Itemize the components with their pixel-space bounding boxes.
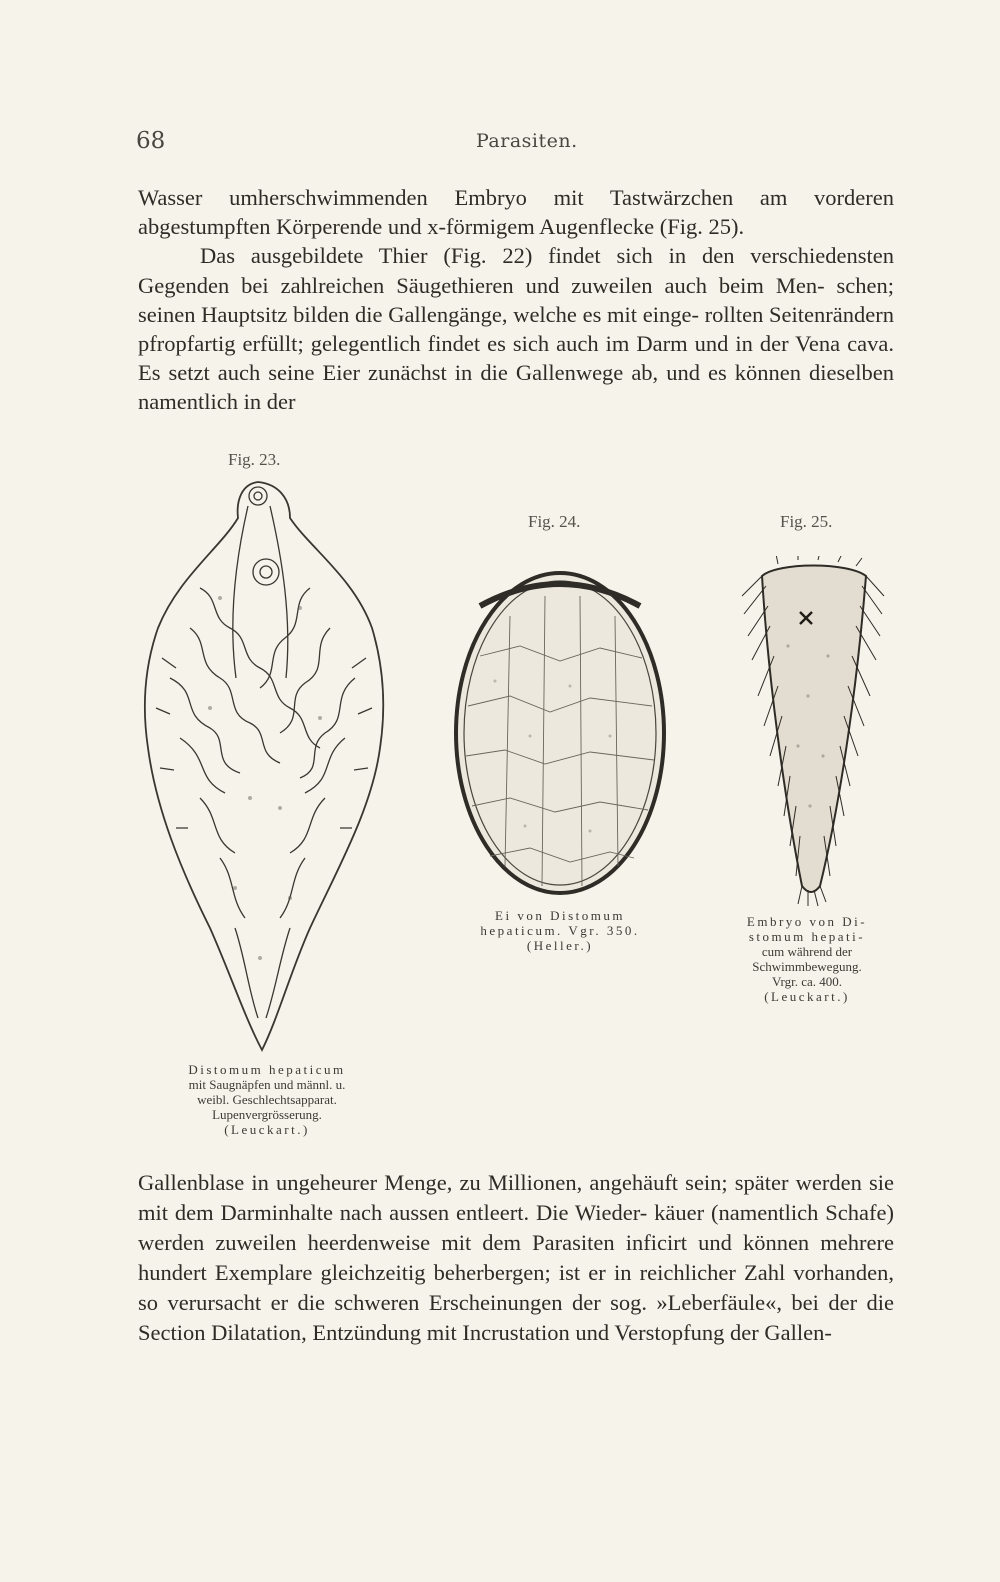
caption-line: Distomum hepaticum — [188, 1062, 346, 1077]
text-line: Gegenden bei zahlreichen Säugethieren und zuweilen auch beim Men- — [138, 272, 837, 298]
fig23-liver-fluke-illustration — [140, 478, 390, 1056]
caption-line: (Leuckart.) — [764, 989, 850, 1004]
text-line: Das ausgebildete Thier (Fig. 22) findet sich in den verschiedensten — [200, 243, 894, 269]
fig24-label: Fig. 24. — [528, 512, 581, 531]
caption-line: cum während der — [761, 944, 853, 959]
caption-line: (Leuckart.) — [224, 1122, 310, 1137]
caption-line: (Heller.) — [526, 938, 594, 953]
page-number: 68 — [136, 128, 166, 154]
caption-line: weibl. Geschlechtsapparat. — [197, 1092, 337, 1107]
fig24-caption — [440, 908, 680, 953]
caption-line: Lupenvergrösserung. — [212, 1107, 322, 1122]
paragraph — [138, 241, 894, 416]
fig23-label: Fig. 23. — [228, 450, 281, 469]
text-line: beherbergen; ist er in reichlicher Zahl vorhanden, so verursacht er die — [138, 1260, 894, 1315]
text-line: käuer (namentlich Schafe) werden zuweilen heerdenweise mit dem — [138, 1200, 894, 1255]
fig25-caption — [704, 914, 910, 1004]
caption-line: Vrgr. ca. 400. — [771, 974, 843, 989]
fig23-caption — [132, 1062, 402, 1137]
text-line: werden sie mit dem Darminhalte nach aussen entleert. Die Wieder- — [138, 1170, 894, 1225]
fig25-label: Fig. 25. — [780, 512, 833, 531]
caption-line: Ei von Distomum — [495, 908, 625, 923]
paragraph-continued — [138, 1168, 894, 1348]
text-line: im Darm und in der Vena cava. Es setzt auch seine Eier zunächst — [138, 331, 894, 386]
caption-line: Schwimmbewegung. — [752, 959, 862, 974]
paragraph-continued — [138, 183, 894, 241]
text-line: schen; seinen Hauptsitz bilden die Gallengänge, welche es mit einge- — [138, 272, 894, 327]
text-line: schweren Erscheinungen der sog. »Leberfäule«, bei der die Section — [138, 1290, 894, 1345]
text-line: Parasiten inficirt und können mehrere hundert Exemplare gleichzeitig — [138, 1230, 894, 1285]
text-line: rollten Seitenrändern pfropfartig erfüllt; gelegentlich findet es sich auch — [138, 301, 894, 357]
fig24-egg-illustration — [450, 566, 670, 900]
body-text-bottom — [138, 1168, 894, 1348]
text-line: Gallenblase in ungeheurer Menge, zu Millionen, angehäuft sein; später — [138, 1170, 796, 1195]
text-line: Wasser umherschwimmenden Embryo mit Tastwärzchen am vorderen — [138, 185, 894, 210]
caption-line: Embryo von Di- — [746, 914, 868, 929]
body-text-top — [138, 183, 894, 417]
caption-line: hepaticum. Vgr. 350. — [480, 923, 640, 938]
running-head — [136, 128, 896, 158]
caption-line: mit Saugnäpfen und männl. u. — [188, 1077, 346, 1092]
text-line: in die Gallenwege ab, und es können dieselben namentlich in der — [138, 360, 894, 415]
text-line: abgestumpften Körperende und x-förmigem Augenflecke (Fig. 25). — [138, 214, 745, 240]
running-title: Parasiten. — [476, 130, 578, 152]
fig25-embryo-illustration — [738, 556, 888, 908]
text-line: Dilatation, Entzündung mit Incrustation und Verstopfung der Gallen- — [211, 1320, 832, 1345]
caption-line: stomum hepati- — [748, 929, 866, 944]
